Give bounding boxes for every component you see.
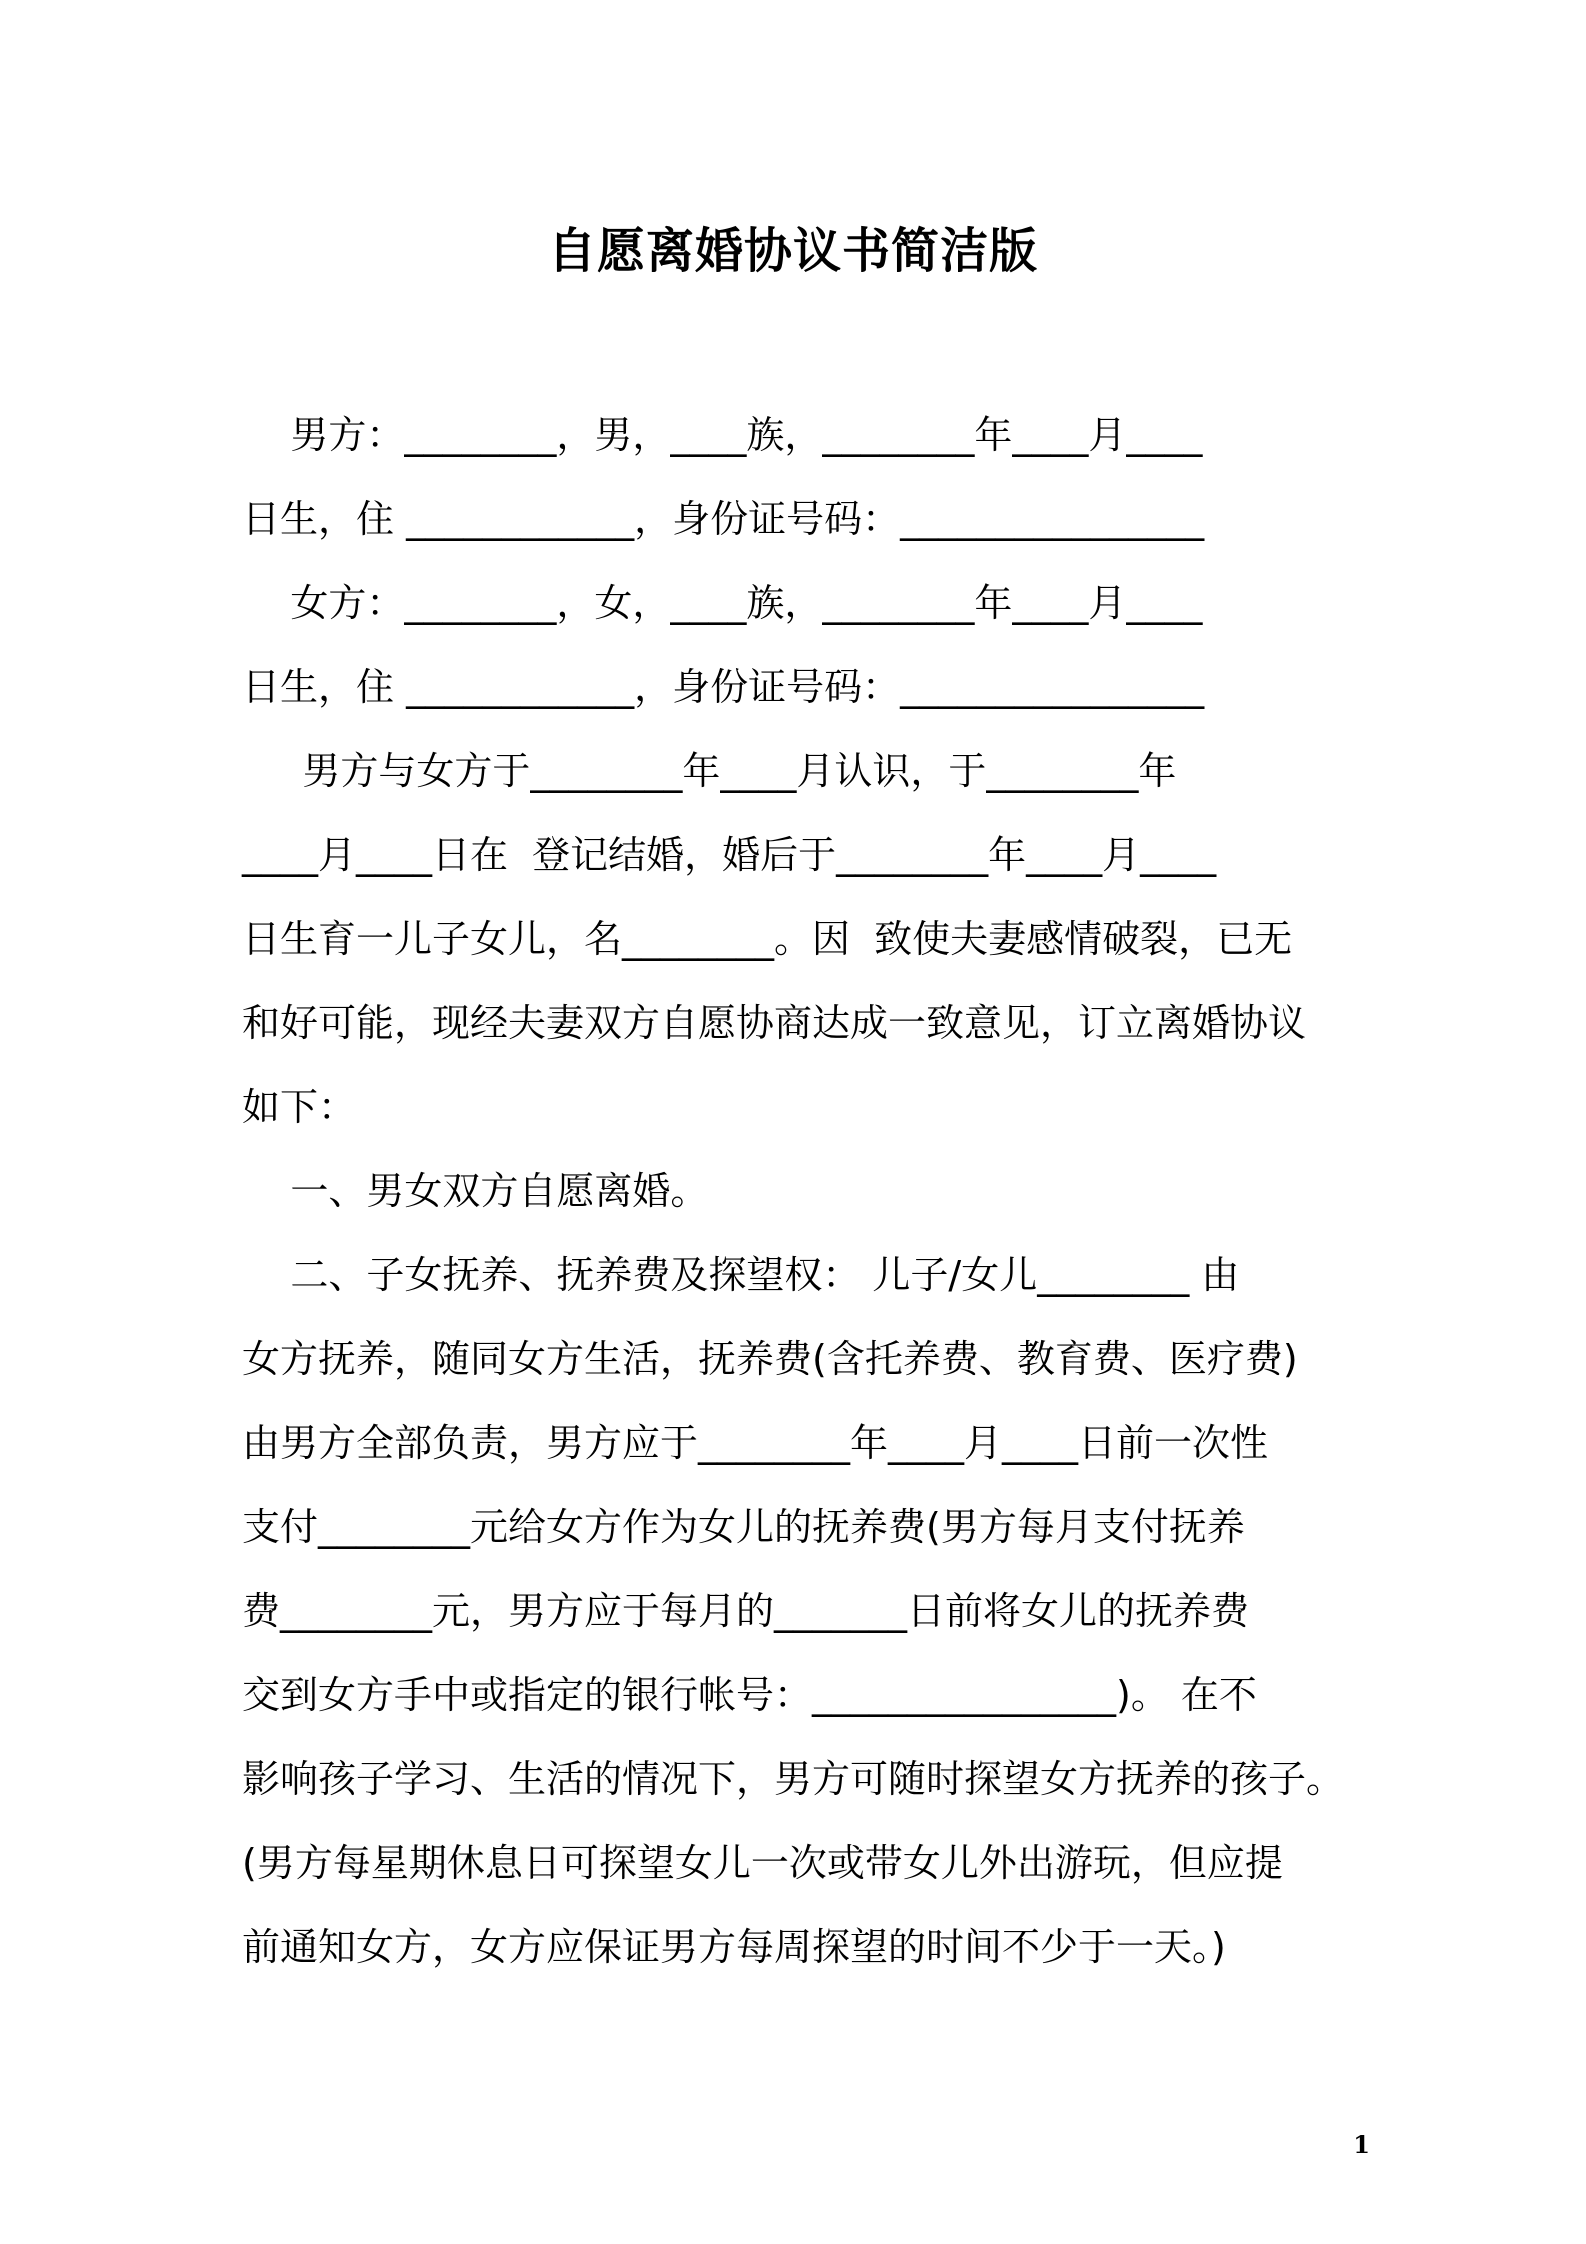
text-line: (男方每星期休息日可探望女儿一次或带女儿外出游玩，但应提 <box>242 1841 1283 1885</box>
page-number: 1 <box>1353 2130 1370 2159</box>
text-line: 女方：________，女，____族，________年____月____ <box>242 581 1203 625</box>
document-title: 自愿离婚协议书简洁版 <box>547 223 1038 279</box>
text-line: 一、男女双方自愿离婚。 <box>242 1169 709 1213</box>
text-line: 费________元，男方应于每月的_______日前将女儿的抚养费 <box>242 1589 1250 1633</box>
text-line: 影响孩子学习、生活的情况下，男方可随时探望女方抚养的孩子。 <box>242 1757 1345 1801</box>
text-line: ____月____日在 登记结婚，婚后于________年____月____ <box>242 833 1217 877</box>
text-line: 男方与女方于________年____月认识，于________年 <box>242 749 1177 793</box>
text-line: 男方：________，男，____族，________年____月____ <box>242 413 1203 457</box>
text-line: 前通知女方，女方应保证男方每周探望的时间不少于一天。) <box>242 1925 1226 1969</box>
text-line: 如下： <box>242 1085 357 1129</box>
text-line: 支付________元给女方作为女儿的抚养费(男方每月支付抚养 <box>242 1505 1245 1549</box>
text-line: 和好可能，现经夫妻双方自愿协商达成一致意见，订立离婚协议 <box>242 1001 1307 1045</box>
text-line: 由男方全部负责，男方应于________年____月____日前一次性 <box>242 1421 1269 1465</box>
text-line: 交到女方手中或指定的银行帐号：________________)。 在不 <box>242 1673 1257 1717</box>
text-line: 女方抚养，随同女方生活，抚养费(含托养费、教育费、医疗费) <box>242 1337 1298 1381</box>
text-line: 二、子女抚养、抚养费及探望权： 儿子/女儿________ 由 <box>242 1253 1240 1297</box>
text-line: 日生，住 ____________，身份证号码：________________ <box>242 665 1205 709</box>
text-line: 日生育一儿子女儿，名________。因 致使夫妻感情破裂，已无 <box>242 917 1293 961</box>
text-line: 日生，住 ____________，身份证号码：________________ <box>242 497 1205 541</box>
